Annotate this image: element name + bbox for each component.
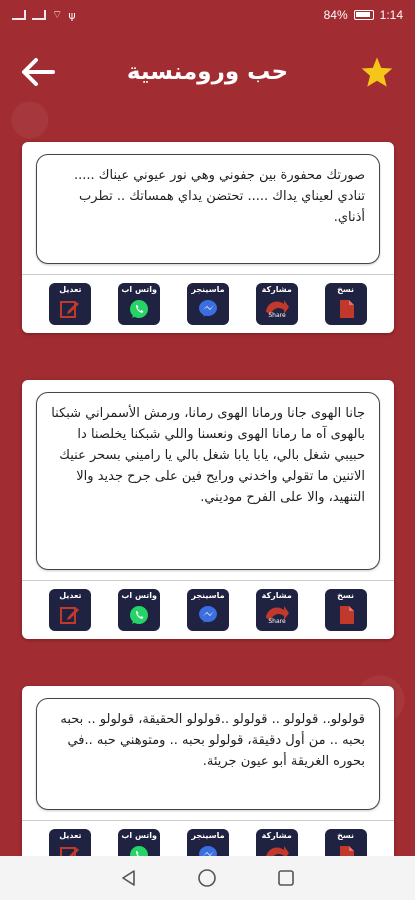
messenger-label: ماسينجر	[191, 591, 225, 600]
share-label: مشاركة	[261, 831, 292, 840]
status-icons	[12, 8, 76, 22]
edit-label: تعديل	[59, 285, 82, 294]
signal-icon-2	[32, 10, 46, 20]
whatsapp-icon	[128, 604, 150, 626]
signal-icon	[12, 10, 26, 20]
share-icon	[264, 604, 290, 626]
share-label: مشاركة	[261, 285, 292, 294]
whatsapp-button[interactable]	[118, 589, 160, 631]
edit-label: تعديل	[59, 591, 82, 600]
triangle-back-icon	[120, 869, 138, 887]
whatsapp-label: واتس اب	[121, 591, 157, 600]
messenger-label: ماسينجر	[191, 831, 225, 840]
quote-card	[22, 380, 394, 639]
circle-home-icon	[197, 868, 217, 888]
edit-icon	[59, 298, 81, 320]
edit-button[interactable]	[49, 589, 91, 631]
page-title: حب ورومنسية	[126, 59, 289, 85]
copy-icon	[336, 604, 356, 626]
battery-icon	[354, 10, 374, 20]
copy-label: نسخ	[337, 591, 355, 600]
status-bar	[0, 0, 415, 30]
share-button[interactable]	[256, 283, 298, 325]
svg-text:Share: Share	[268, 312, 286, 319]
nav-back-button[interactable]	[117, 866, 141, 890]
copy-button[interactable]	[325, 589, 367, 631]
usb-icon: ψ	[68, 8, 76, 22]
copy-label: نسخ	[337, 831, 355, 840]
edit-icon	[59, 604, 81, 626]
edit-button[interactable]	[49, 283, 91, 325]
share-label: مشاركة	[261, 591, 292, 600]
card-actions	[22, 275, 394, 333]
whatsapp-label: واتس اب	[121, 285, 157, 294]
wifi-icon: ⌔	[52, 8, 63, 21]
favorite-button[interactable]	[357, 52, 397, 92]
share-icon	[264, 298, 290, 320]
app-header	[0, 42, 415, 102]
quote-text: صورتك محفورة بين جفوني وهي نور عيوني عيناك ..... تنادي لعيناي يداك ..... تحتضن يداي همساتك .. تطرب أذناي.	[36, 154, 380, 264]
card-actions	[22, 581, 394, 639]
nav-recents-button[interactable]	[274, 866, 298, 890]
messenger-icon	[197, 298, 219, 320]
quote-text: جانا الهوى جانا ورمانا الهوى رمانا، ورمش الأسمراني شبكنا بالهوى آه ما رمانا الهوى ونعسنا واللي شبكنا يخلصنا دا حبيبي شغل بالي، يابا يابا شغل بالي يا راميني بسحر عنيك الاتنين ما تقولي واخدني ورايح فين على جرح جديد والا التنهيد، والا على الفرح موديني.	[36, 392, 380, 570]
clock: 1:14	[379, 8, 403, 22]
messenger-icon	[197, 604, 219, 626]
copy-icon	[336, 298, 356, 320]
copy-label: نسخ	[337, 285, 355, 294]
whatsapp-button[interactable]	[118, 283, 160, 325]
messenger-button[interactable]	[187, 589, 229, 631]
quote-card	[22, 686, 394, 879]
copy-button[interactable]	[325, 283, 367, 325]
star-icon	[360, 56, 394, 88]
edit-label: تعديل	[59, 831, 82, 840]
system-nav-bar	[0, 856, 415, 900]
square-recents-icon	[277, 869, 295, 887]
whatsapp-icon	[128, 298, 150, 320]
messenger-button[interactable]	[187, 283, 229, 325]
svg-text:Share: Share	[268, 618, 286, 625]
whatsapp-label: واتس اب	[121, 831, 157, 840]
messenger-label: ماسينجر	[191, 285, 225, 294]
share-button[interactable]	[256, 589, 298, 631]
quote-card	[22, 142, 394, 333]
back-button[interactable]	[18, 52, 58, 92]
quote-text: قولولو.. قولولو .. قولولو ..قولولو الحقيقة، قولولو .. بحبه بحبه .. من أول دقيقة، قولولو بحبه .. ومتوهني حبه ..في بحوره الغريقة أبو عيون جريئة.	[36, 698, 380, 810]
battery-percent: 84%	[323, 8, 348, 22]
arrow-left-icon	[20, 57, 56, 87]
nav-home-button[interactable]	[195, 866, 219, 890]
